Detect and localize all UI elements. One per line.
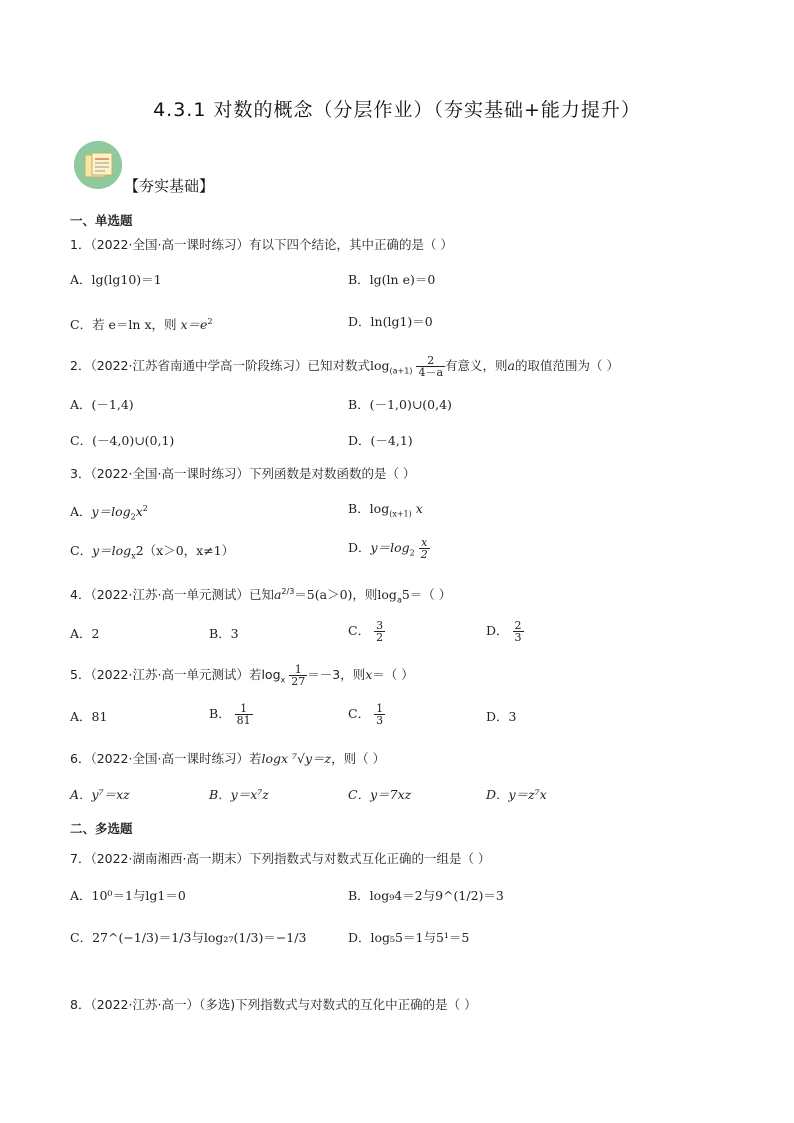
q1-option-c: C．若 e＝ln x，则 $x=e^2$ [70, 317, 213, 333]
q6-option-b: B．y＝x⁷z [209, 787, 269, 802]
question-6: 6．（2022·全国·高一课时练习）若logx ⁷√y＝z，则（ ） [70, 751, 386, 766]
q1-option-d: D．ln(lg1)＝0 [348, 314, 433, 329]
q3-option-d: D．$y=\log_2$ $\frac{x}{2}$ [348, 536, 428, 561]
q2-option-b: B．(－1,0)∪(0,4) [348, 397, 452, 412]
q4-option-c: C． $\frac{3}{2}$ [348, 619, 384, 644]
q6-option-d: D．y＝z⁷x [486, 787, 547, 802]
q4-option-b: B．3 [209, 626, 239, 641]
q6-option-a: A．y⁷＝xz [70, 787, 130, 802]
q5-option-a: A．81 [70, 709, 108, 724]
question-5: 5．（2022·江苏·高一单元测试）若$\log_x$ $\frac{1}{27}$ ＝－3，则x＝（ ） [70, 663, 414, 688]
q1-option-b: B．lg(ln e)＝0 [348, 272, 436, 287]
q2-option-a: A．(－1,4) [70, 397, 134, 412]
q7-option-c: C．27^(−1/3)＝1/3与log₂₇(1/3)＝−1/3 [70, 930, 307, 945]
question-8: 8．（2022·江苏·高一）（多选)下列指数式与对数式的互化中正确的是（ ） [70, 997, 477, 1012]
q7-option-d: D．log₅5＝1与5¹＝5 [348, 930, 470, 945]
question-4: 4．（2022·江苏·高一单元测试）已知$a^{2/3}=5(a>0)$，则$\log_a5=$（ ） [70, 587, 452, 605]
question-7: 7．（2022·湖南湘西·高一期末）下列指数式与对数式互化正确的一组是（ ） [70, 851, 491, 866]
q6-option-c: C．y＝7xz [348, 787, 412, 802]
q5-option-d: D．3 [486, 709, 517, 724]
q3-option-c: C．$y=\log_x2(x>0$，x≠1） [70, 543, 235, 561]
q4-option-d: D． $\frac{2}{3}$ [486, 619, 522, 644]
q5-option-c: C． $\frac{1}{3}$ [348, 702, 384, 727]
q1-option-a: A．lg(lg10)＝1 [70, 272, 162, 287]
q3-option-b: B．$\log_{(x+1)} x$ [348, 501, 423, 519]
section-heading-single: 一、单选题 [70, 213, 133, 228]
q2-option-c: C．(－4,0)∪(0,1) [70, 433, 175, 448]
page-title: 4.3.1 对数的概念（分层作业）（夯实基础+能力提升） [153, 99, 641, 121]
section-heading-multi: 二、多选题 [70, 821, 133, 836]
question-2: 2．（2022·江苏省南通中学高一阶段练习）已知对数式$\log_{(a+1)}$ $\frac{2}{4-a}$ 有意义，则a的取值范围为（ ） [70, 354, 619, 379]
question-1: 1．（2022·全国·高一课时练习）有以下四个结论，其中正确的是（ ） [70, 237, 453, 252]
section-banner: 【夯实基础】 [124, 177, 215, 195]
q7-option-a: A．10⁰＝1与lg1＝0 [70, 888, 186, 903]
q5-option-b: B． $\frac{1}{81}$ [209, 702, 251, 727]
notebook-logo-icon [74, 141, 122, 189]
q7-option-b: B．log₉4＝2与9^(1/2)＝3 [348, 888, 504, 903]
q4-option-a: A．2 [70, 626, 100, 641]
q2-option-d: D．(－4,1) [348, 433, 413, 448]
question-3: 3．（2022·全国·高一课时练习）下列函数是对数函数的是（ ） [70, 466, 416, 481]
q3-option-a: A．$y=\log_2x^2$ [70, 504, 148, 522]
